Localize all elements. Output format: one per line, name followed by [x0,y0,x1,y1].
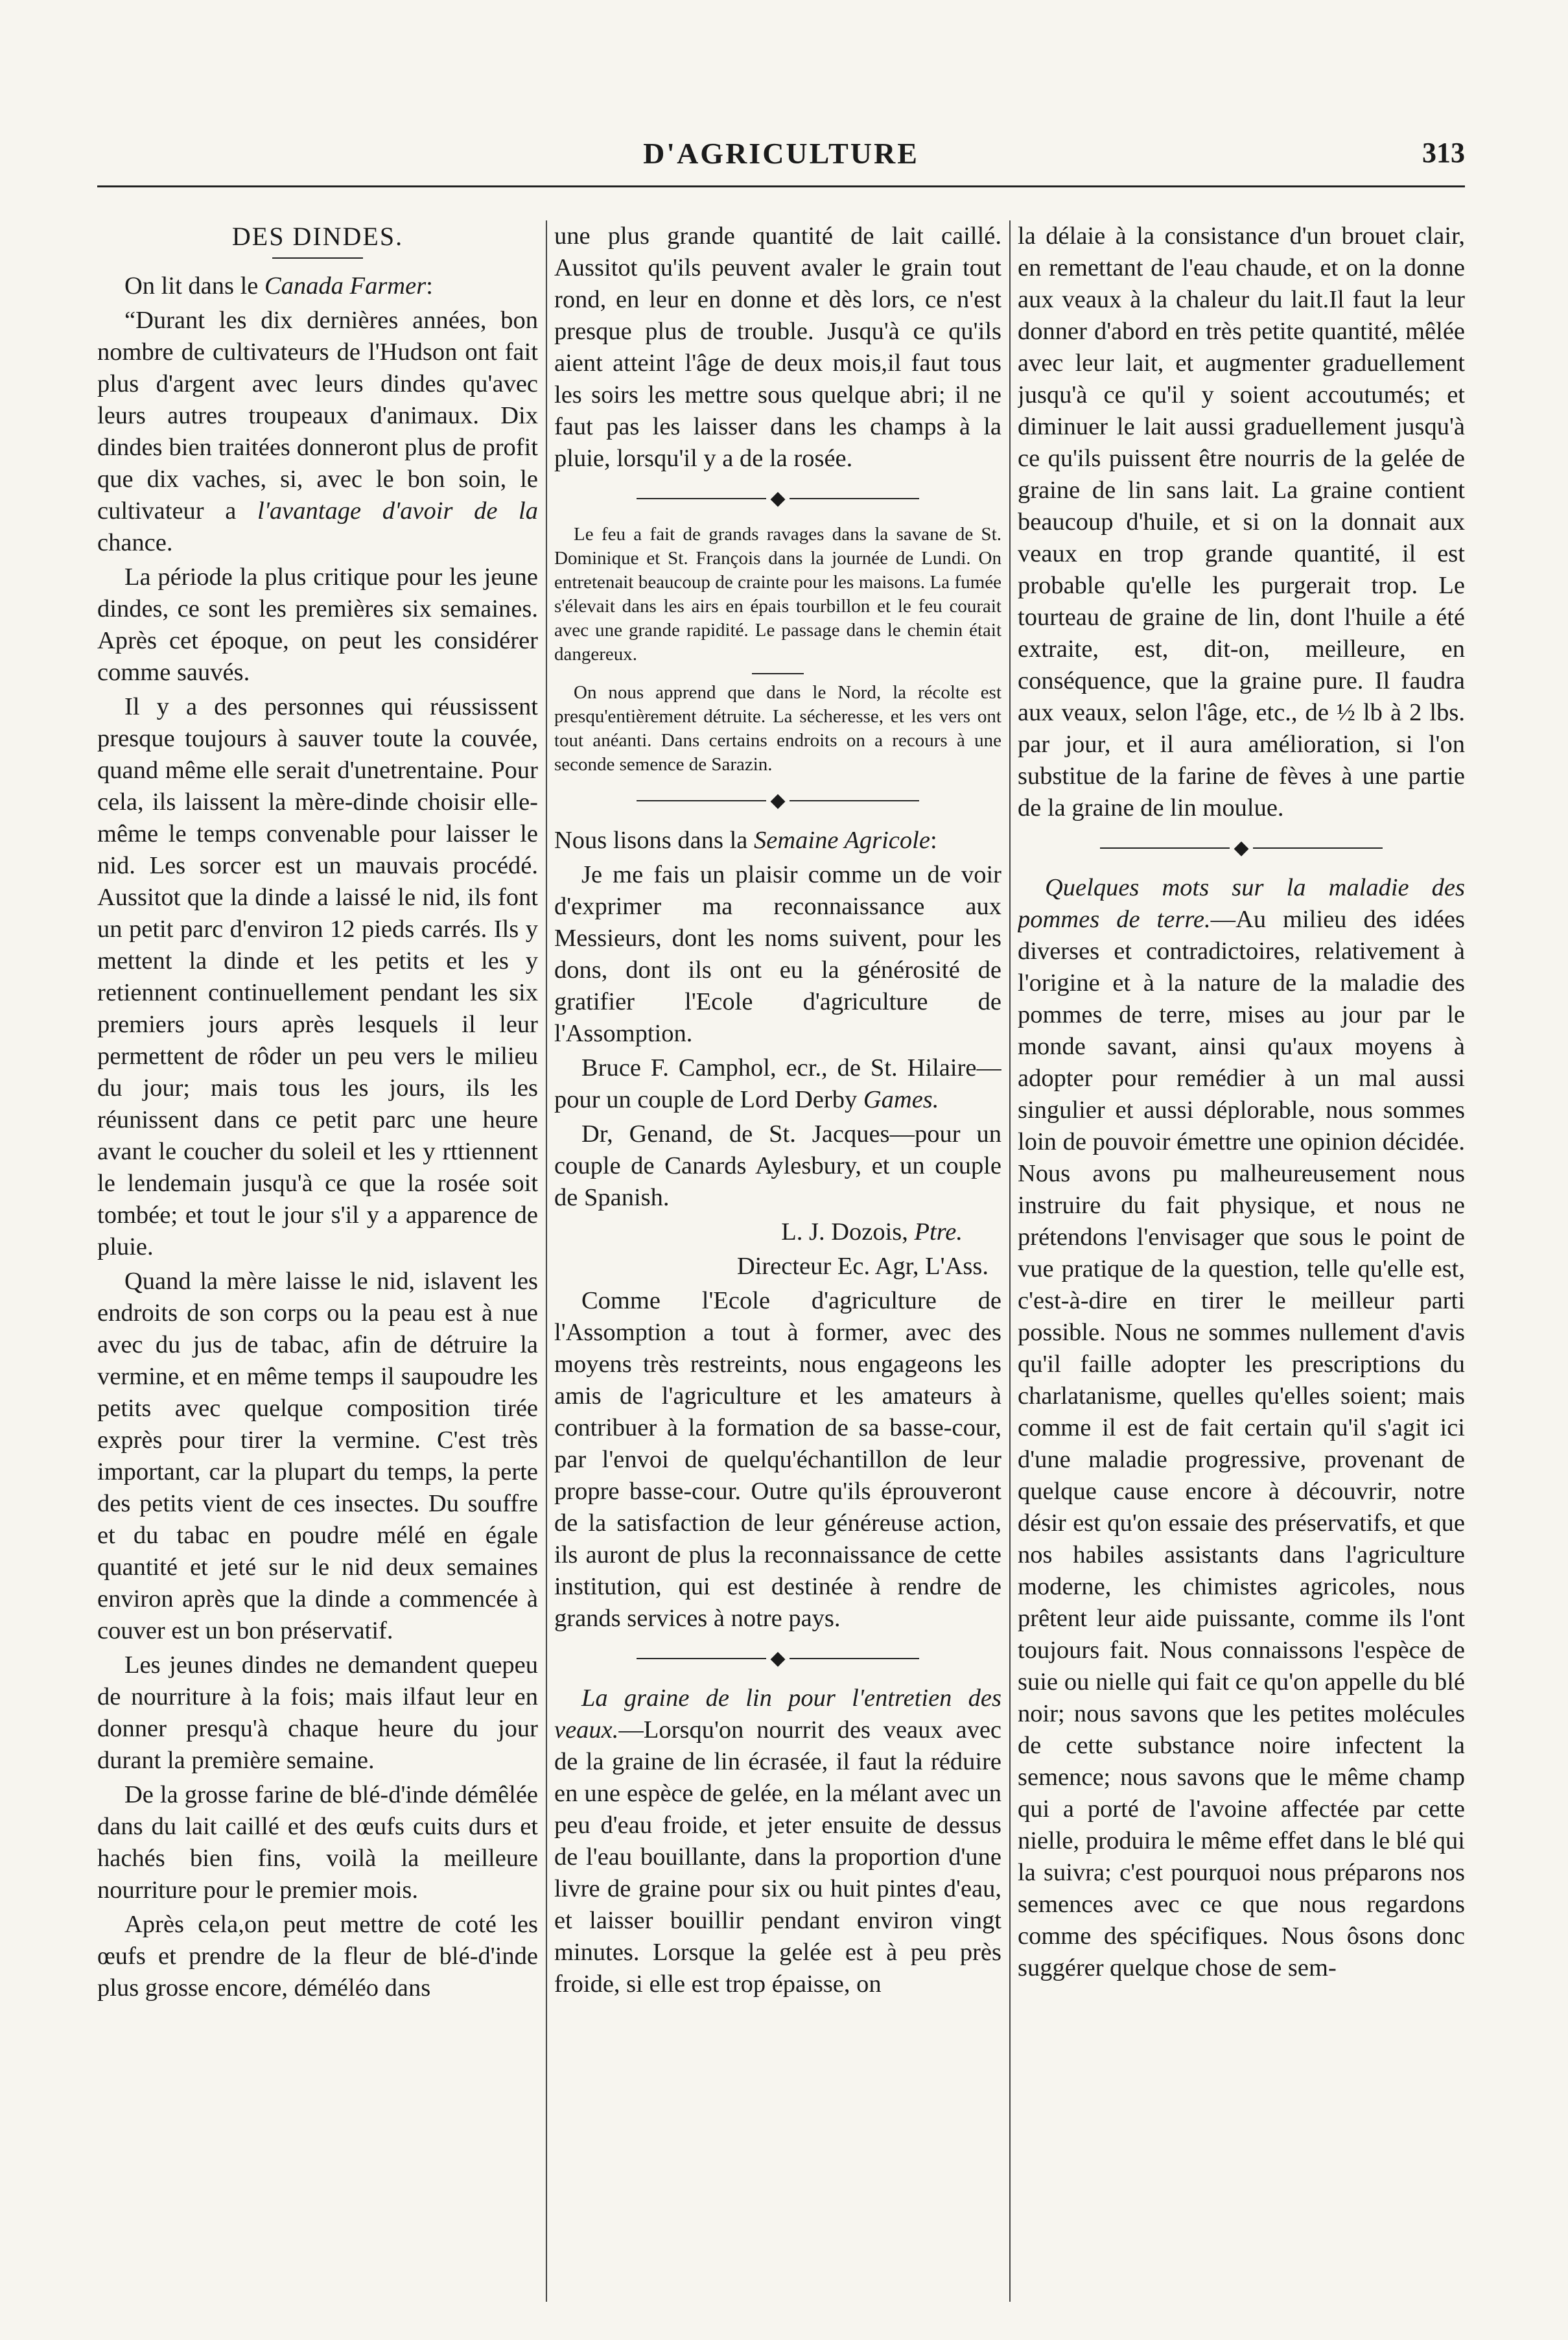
paragraph: La période la plus critique pour les jeune dindes, ce sont les premières six semaines. Après cet époque, on peut les considérer comme sauvés. [97,563,538,686]
paragraph: Quelques mots sur la maladie des pommes de terre.—Au milieu des idées diverses et contradictoires, relativement à l'origine et à la nature de la maladie des pommes de terre, mises au jour par le monde savant, ainsi qu'aux moyens à adopter pour remédier à un mal aussi singulier et aussi déplorable, nous sommes loin de pouvoir émettre une opinion décidée. Nous avons pu malheureusement nous instruire du fait physique, et nous ne prétendons l'envisager que sous le point de vue pratique de la question, telle qu'elle est, c'est-à-dire en tirer le meilleur parti possible. Nous ne sommes nullement d'avis qu'il faille adopter les prescriptions du charlatanisme, quelles qu'elles soient; mais comme il est de fait certain qu'il s'agit ici d'une maladie progressive, provenant de quelque cause encore à découvrir, notre désir est qu'on essaie des préservatifs, et que nos habiles assistants dans l'agriculture moderne, les chimistes agricoles, nous prêtent leur aide puissante, comme ils l'ont toujours fait. Nous connaissons l'espèce de suie ou nielle qui fait ce qu'on appelle du blé noir; nous savons que les petites molécules de cette substance noire infectent la semence; nous savons que le même champ qui a porté de l'avoine affectée par cette nielle, produira le même effet dans le blé qui la suivra; c'est pourquoi nous préparons nos semences avec ce que nous regardons comme des spécifiques. Nous ôsons donc suggérer quelque chose de sem- [1018,874,1465,1982]
paragraph: “Durant les dix dernières années, bon nombre de cultivateurs de l'Hudson ont fait plus d'argent avec leurs dindes qu'avec leurs autres troupeaux d'animaux. Dix dindes bien traitées donneront plus de profit que dix vaches, si, avec le bon soin, le cultivateur a l'avantage d'avoir de la chance. [97,307,538,556]
signature-role: Directeur Ec. Agr, L'Ass. [736,1253,989,1281]
column-divider-left [546,220,547,2302]
column-right [1018,220,1465,2295]
article-intro: Nous lisons dans la Semaine Agricole: [554,827,937,855]
article-intro: On lit dans le Canada Farmer: [124,272,433,300]
paragraph: Les jeunes dindes ne demandent quepeu de nourriture à la fois; mais ilfaut leur en donner presqu'à chaque heure du jour durant la première semaine. [97,1651,538,1774]
paragraph: Comme l'Ecole d'agriculture de l'Assomption a tout à former, avec des moyens très restreints, nous engageons les amis de l'agriculture et les amateurs à contribuer à la formation de sa basse-cour, par l'envoi de quelqu'échantillon de leur propre basse-cour. Outre qu'ils éprouveront de la satisfaction de leur généreuse action, ils auront de plus la reconnaissance de cette institution, qui est destinée à rendre de grands services à notre pays. [554,1287,1001,1633]
paragraph: une plus grande quantité de lait caillé. Aussitot qu'ils peuvent avaler le grain tout rond, en leur en donne et dès lors, ce n'est presque plus de trouble. Jusqu'à ce qu'ils aient atteint l'âge de deux mois,il faut tous les soirs les mettre sous quelque abri; il ne faut pas les laisser dans les champs à la pluie, lorsqu'il y a de la rosée. [554,222,1001,472]
ornament-divider: ◆ [554,488,1001,508]
paragraph: La graine de lin pour l'entretien des veaux.—Lorsqu'on nourrit des veaux avec de la graine de lin écrasée, il faut la réduire en une espèce de gelée, en la mélant avec un peu d'eau froide, et jeter ensuite de dessus de l'eau bouillante, dans la proportion d'une livre de graine pour six ou huit pintes d'eau, et laisser bouillir pendant environ vingt minutes. Lorsque la gelée est à peu près froide, si elle est trop épaisse, on [554,1684,1001,1998]
paragraph: Je me fais un plaisir comme un de voir d'exprimer ma reconnaissance aux Messieurs, dont les noms suivent, pour les dons, dont ils ont eu la générosité de gratifier l'Ecole d'agriculture de l'Assomption. [554,861,1001,1048]
running-title: D'AGRICULTURE [643,137,919,170]
paragraph: Bruce F. Camphol, ecr., de St. Hilaire—pour un couple de Lord Derby Games. [554,1054,1001,1114]
news-briefs [554,523,1001,777]
paragraph: Quand la mère laisse le nid, islavent les endroits de son corps ou la peau est à nue avec du jus de tabac, afin de détruire la vermine, et en même temps il saupoudre les petits avec quelque composition tirée exprès pour tirer la vermine. C'est très important, car la plupart du temps, la perte des petits vient de ces insectes. Du souffre et du tabac en poudre mélé en égale quantité et jeté sur le nid deux semaines environ après que la dinde a commencée à couver est un bon préservatif. [97,1268,538,1644]
header-rule [97,185,1465,187]
paragraph: Dr, Genand, de St. Jacques—pour un couple de Canards Aylesbury, et un couple de Spanish. [554,1120,1001,1212]
column-left [97,220,538,2295]
column-middle [554,220,1001,2295]
news-brief: On nous apprend que dans le Nord, la récolte est presqu'entièrement détruite. La sécheresse, et les vers ont tout anéanti. Dans certains endroits on a recours à une seconde semence de Sarazin. [554,682,1001,775]
page-number: 313 [1422,137,1465,169]
paragraph: De la grosse farine de blé-d'inde démêlée dans du lait caillé et des œufs cuits durs et hachés bien fins, voilà la meilleure nourriture pour le premier mois. [97,1781,538,1904]
article-heading-dindes: DES DINDES. [231,222,404,251]
paragraph: Il y a des personnes qui réussissent presque toujours à sauver toute la couvée, quand même elle serait d'unetrentaine. Pour cela, ils laissent la mère-dinde choisir elle-même le temps convenable pour laisser le nid. Les sorcer est un mauvais procédé. Aussitot que la dinde a laissé le nid, ils font un petit parc d'environ 12 pieds carrés. Ils y mettent la dinde et les petits et les y retiennent continuellement pendant les six premiers jours après lesquels il leur permettent de rôder un peu vers le milieu du jour; mais tous les jours, ils les réunissent dans ce petit parc une heure avant le coucher du soleil et les y rttiennent le lendemain jusqu'à ce que la rosée soit tombée; et tout le jour s'il y a apparence de pluie. [97,693,538,1260]
paragraph: la délaie à la consistance d'un brouet clair, en remettant de l'eau chaude, et on la donne aux veaux à la chaleur du lait.Il faut la leur donner d'abord en très petite quantité, mêlée avec leur lait, et augmenter graduellement jusqu'à ce qu'il y soient accoutumés; et diminuer le lait aussi graduellement jusqu'à ce qu'ils puissent être nourris de la gelée de graine de lin sans lait. La graine contient beaucoup d'huile, et si on la donnait aux veaux en trop grande quantité, il est probable qu'elle les purgerait trop. Le tourteau de graine de lin, dont l'huile a été extraite, est, dit-on, meilleure, en conséquence, que la graine pure. Il faudra aux veaux, selon l'âge, etc., de ½ lb à 2 lbs. par jour, et il aura amélioration, si l'on substitue de la farine de fèves à une partie de la graine de lin moulue. [1018,222,1465,821]
news-brief: Le feu a fait de grands ravages dans la savane de St. Dominique et St. François dans la journée de Lundi. On entretenait beaucoup de crainte pour les maisons. La fumée s'élevait dans les airs en épais tourbillon et le feu courait avec une grande rapidité. Le passage dans le chemin était dangereux. [554,524,1001,665]
signature-name: L. J. Dozois, Ptre. [781,1218,963,1246]
brief-rule [752,673,804,674]
ornament-divider: ◆ [554,1648,1001,1668]
ornament-divider: ◆ [554,790,1001,810]
column-divider-right [1009,220,1011,2302]
heading-rule [272,257,363,259]
page-header [97,136,1465,195]
ornament-divider: ◆ [1018,837,1465,858]
paragraph: Après cela,on peut mettre de coté les œufs et prendre de la fleur de blé-d'inde plus grosse encore, déméléo dans [97,1911,538,2002]
